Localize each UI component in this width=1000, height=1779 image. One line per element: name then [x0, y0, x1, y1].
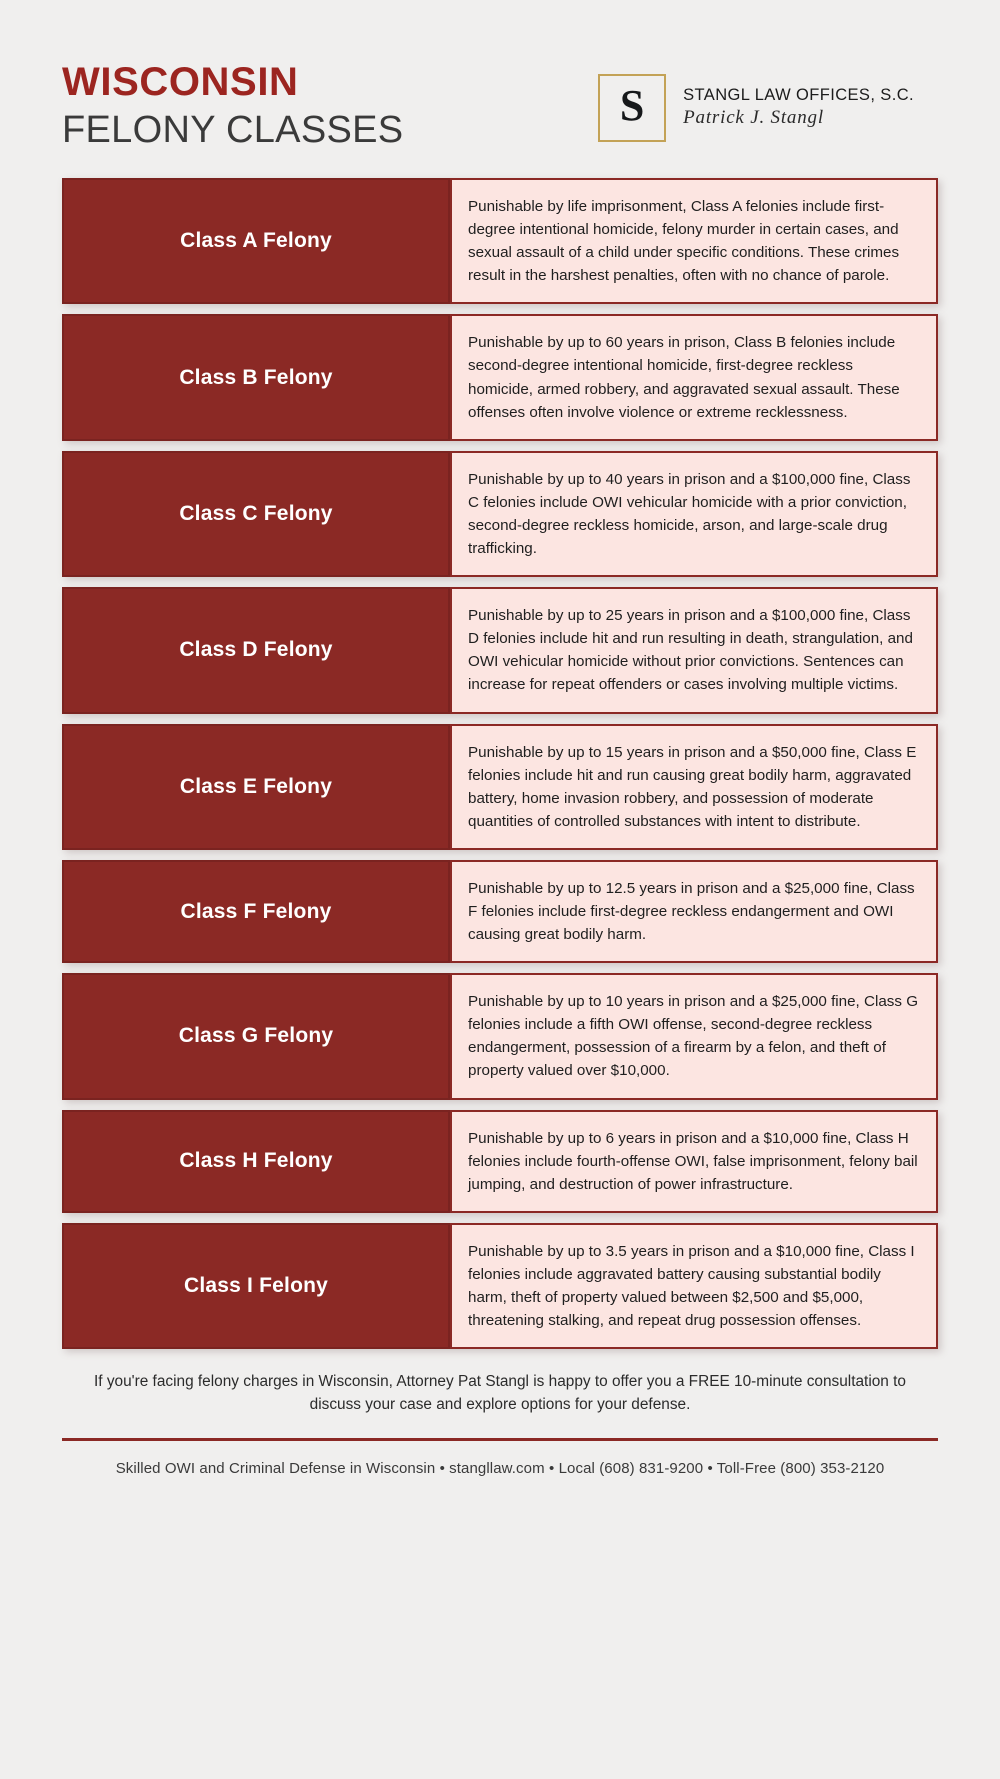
table-row — [62, 973, 938, 1099]
felony-class-description — [450, 724, 938, 850]
felony-class-label: Class F Felony — [62, 860, 450, 963]
felony-class-description-text: Punishable by up to 12.5 years in prison and a $25,000 fine, Class F felonies include first-degree reckless endangerment and OWI causing great bodily harm. — [468, 879, 915, 944]
felony-class-description-text: Punishable by up to 6 years in prison and a $10,000 fine, Class H felonies include fourth-offense OWI, false imprisonment, felony bail jumping, and destruction of power infrastructure. — [468, 1129, 918, 1193]
felony-class-description-text: Punishable by up to 40 years in prison and a $100,000 fine, Class C felonies include OWI vehicular homicide with a prior conviction, second-degree reckless homicide, arson, and large-scale drug trafficking. — [468, 470, 911, 558]
felony-class-label: Class D Felony — [62, 587, 450, 713]
table-row — [62, 860, 938, 963]
felony-class-description — [450, 587, 938, 713]
felony-class-description-text: Punishable by up to 15 years in prison and a $50,000 fine, Class E felonies include hit and run causing great bodily harm, aggravated battery, home invasion robbery, and possession of moderate quantities of controlled substances with intent to distribute. — [468, 743, 917, 830]
table-row — [62, 587, 938, 713]
logo-monogram-letter: S — [619, 81, 645, 130]
felony-class-label: Class B Felony — [62, 314, 450, 440]
felony-class-description — [450, 860, 938, 963]
logo-firm-name: STANGL LAW OFFICES, S.C. — [683, 86, 914, 104]
table-row — [62, 451, 938, 577]
title-line-wisconsin: WISCONSIN — [62, 60, 299, 104]
page-title — [62, 62, 403, 149]
felony-class-description — [450, 178, 938, 304]
header — [0, 0, 1000, 149]
footer-divider — [62, 1438, 938, 1441]
felony-class-label: Class G Felony — [62, 973, 450, 1099]
logo — [598, 74, 914, 142]
felony-class-description-text: Punishable by up to 10 years in prison and a $25,000 fine, Class G felonies include a fifth OWI offense, second-degree reckless endangerment, possession of a firearm by a felon, and theft of property valued over $10,000. — [468, 993, 919, 1080]
felony-class-description — [450, 1223, 938, 1349]
felony-classes-table — [62, 178, 938, 1349]
felony-class-description — [450, 314, 938, 440]
contact-line: Skilled OWI and Criminal Defense in Wisconsin • stangllaw.com • Local (608) 831-9200 • Toll-Free (800) 353-2120 — [115, 1460, 885, 1478]
cta-text: If you're facing felony charges in Wisconsin, Attorney Pat Stangl is happy to offer you a FREE 10-minute consultation to discuss your case and explore options for your defense. — [94, 1373, 906, 1414]
felony-class-label: Class I Felony — [62, 1223, 450, 1349]
felony-class-label: Class E Felony — [62, 724, 450, 850]
table-row — [62, 314, 938, 440]
felony-class-description — [450, 451, 938, 577]
felony-class-description-text: Punishable by up to 60 years in prison, Class B felonies include second-degree intentional homicide, first-degree reckless homicide, armed robbery, and aggravated sexual assault. These offenses often involve violence or extreme recklessness. — [468, 334, 900, 421]
logo-attorney-name: Patrick J. Stangl — [683, 107, 824, 128]
logo-text — [683, 86, 914, 129]
title-line-felony-classes: FELONY CLASSES — [62, 109, 404, 151]
table-row — [62, 1223, 938, 1349]
logo-monogram-icon — [598, 74, 666, 142]
felony-class-label: Class A Felony — [62, 178, 450, 304]
table-row — [62, 1110, 938, 1213]
table-row — [62, 178, 938, 304]
table-row — [62, 724, 938, 850]
felony-class-label: Class H Felony — [62, 1110, 450, 1213]
felony-class-description-text: Punishable by life imprisonment, Class A felonies include first-degree intentional homicide, felony murder in certain cases, and sexual assault of a child under specific conditions. These crimes result in the harshest penalties, often with no chance of parole. — [468, 198, 900, 285]
felony-class-label: Class C Felony — [62, 451, 450, 577]
felony-class-description — [450, 973, 938, 1099]
felony-class-description — [450, 1110, 938, 1213]
felony-class-description-text: Punishable by up to 3.5 years in prison and a $10,000 fine, Class I felonies include aggravated battery causing substantial bodily harm, theft of property valued between $2,500 and $5,000, threatening stalking, and repeat drug possession offenses. — [468, 1242, 915, 1330]
felony-class-description-text: Punishable by up to 25 years in prison and a $100,000 fine, Class D felonies include hit and run resulting in death, strangulation, and OWI vehicular homicide without prior convictions. Sentences can increase for repeat offenders or cases involving multiple victims. — [468, 607, 913, 694]
